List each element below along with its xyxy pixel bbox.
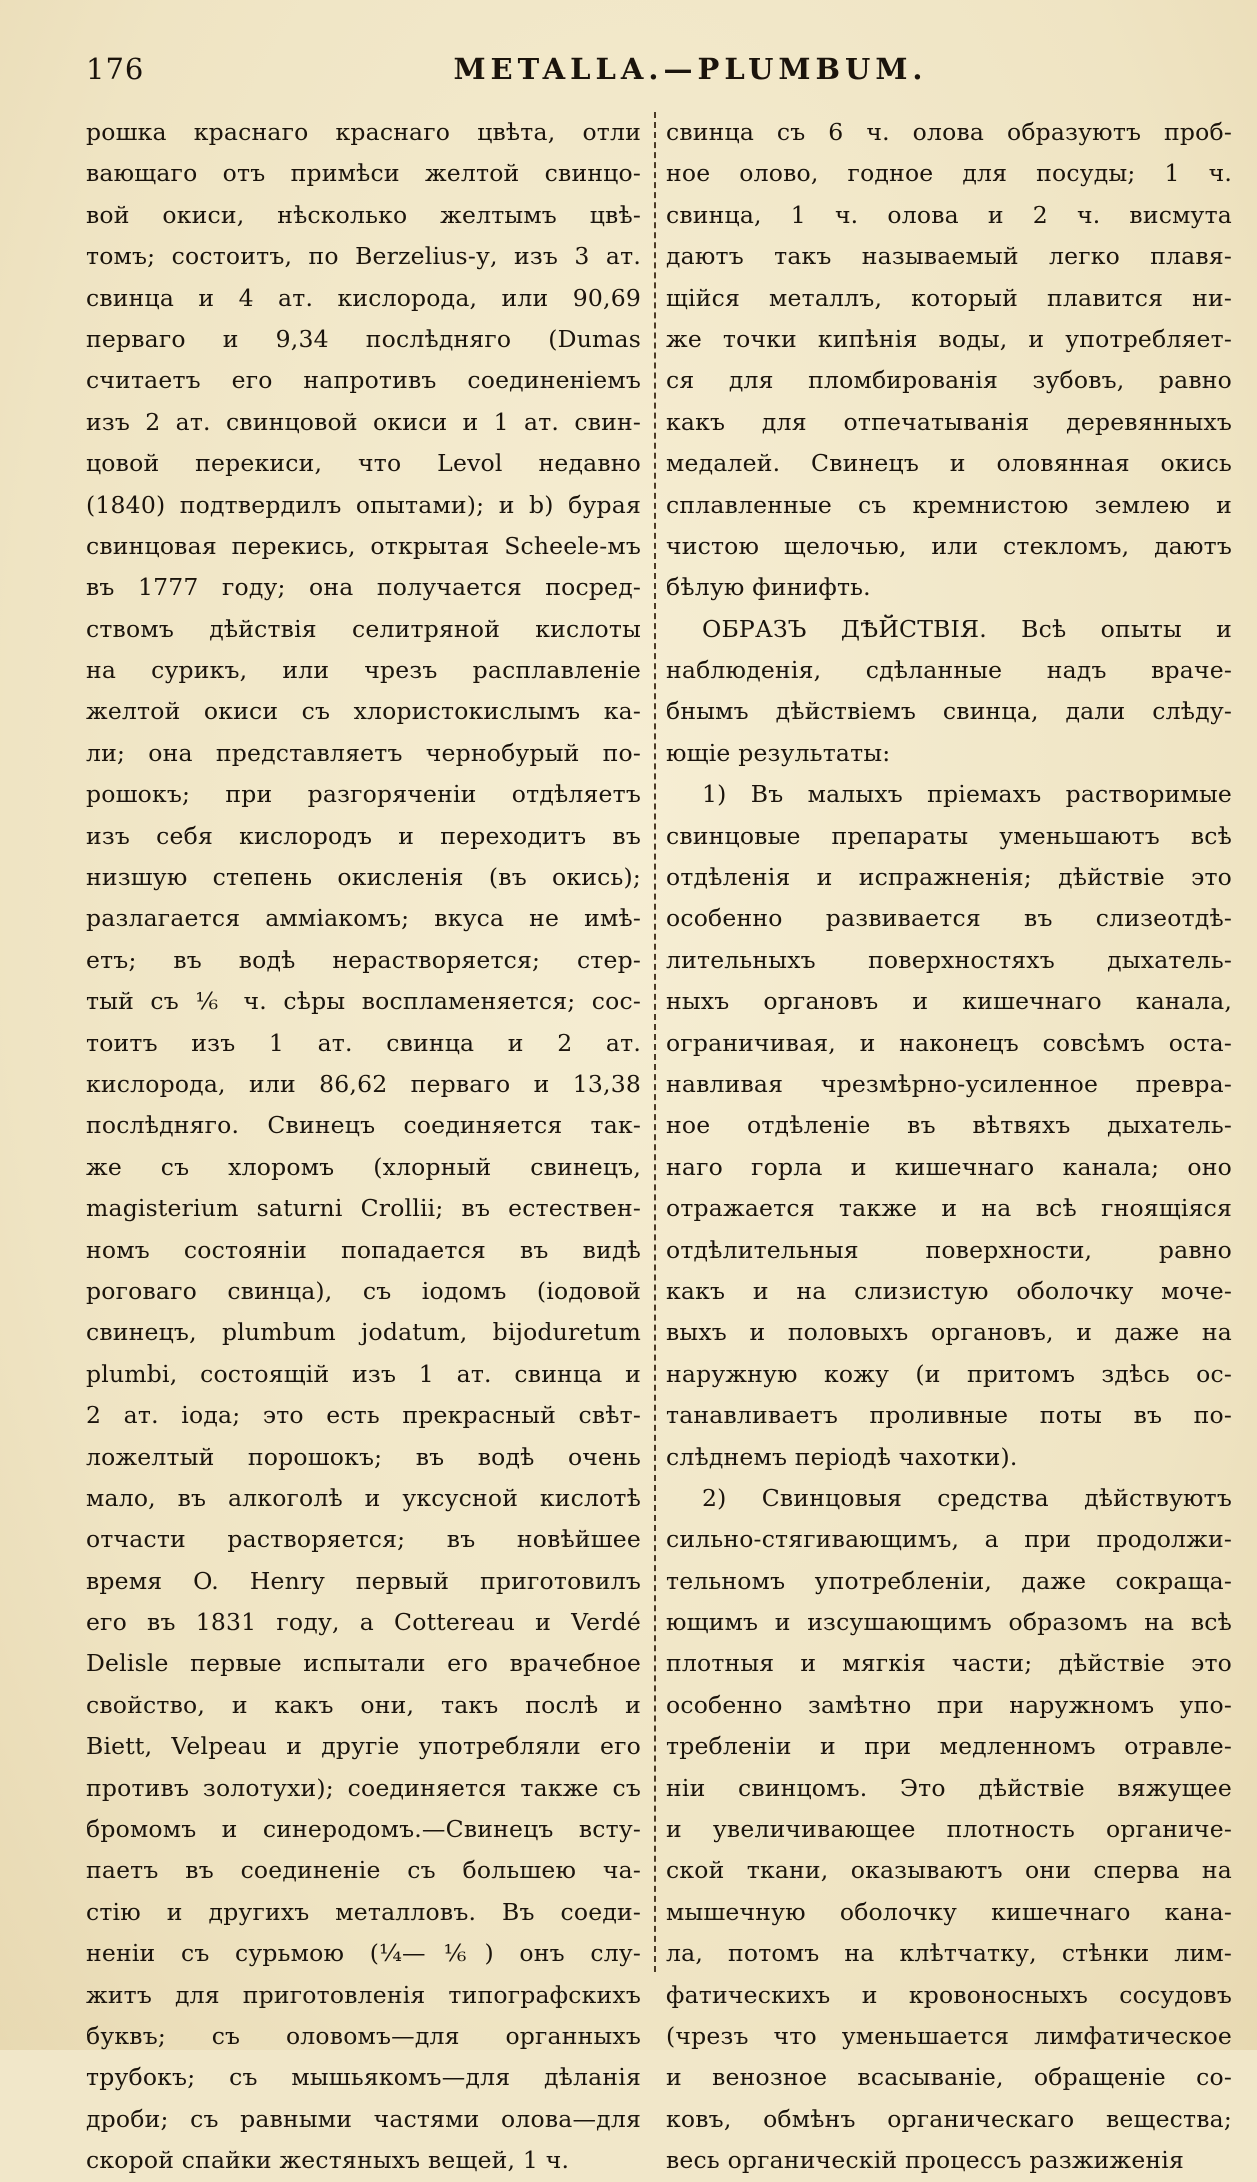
text-line: лительныхъ поверхностяхъ дыхатель- bbox=[666, 945, 1232, 974]
text-line: роговаго свинца), съ iодомъ (iодовой bbox=[86, 1276, 641, 1305]
text-line: бнымъ дѣйствіемъ свинца, дали слѣду- bbox=[666, 697, 1232, 726]
text-line: особенно замѣтно при наружномъ упо- bbox=[666, 1690, 1232, 1719]
text-line: plumbi, состоящій изъ 1 ат. свинца и bbox=[86, 1359, 641, 1388]
text-line: ное отдѣленіе въ вѣтвяхъ дыхатель- bbox=[666, 1111, 1232, 1140]
text-line: 2) Свинцовыя средства дѣйствуютъ bbox=[702, 1483, 1232, 1512]
text-line: ла, потомъ на клѣтчатку, стѣнки лим- bbox=[666, 1939, 1232, 1968]
text-line: низшую степень окисленія (въ окись); bbox=[86, 863, 641, 892]
text-line: мышечную оболочку кишечнаго кана- bbox=[666, 1897, 1232, 1926]
text-line: наружную кожу (и притомъ здѣсь ос- bbox=[666, 1359, 1232, 1388]
text-line: навливая чрезмѣрно-усиленное превра- bbox=[666, 1069, 1232, 1098]
text-line: ныхъ органовъ и кишечнаго канала, bbox=[666, 987, 1232, 1016]
page-number: 176 bbox=[86, 52, 145, 86]
right-column bbox=[666, 112, 1232, 2182]
text-line: стію и другихъ металловъ. Въ соеди- bbox=[86, 1897, 641, 1926]
text-line: разлагается аммiакомъ; вкуса не имѣ- bbox=[86, 904, 641, 933]
text-line: номъ состояніи попадается въ видѣ bbox=[86, 1235, 641, 1264]
text-line: житъ для приготовленія типографскихъ bbox=[86, 1980, 641, 2009]
text-line: изъ себя кислородъ и переходитъ въ bbox=[86, 821, 641, 850]
text-line: дроби; съ равными частями олова—для bbox=[86, 2104, 641, 2133]
text-line: цовой перекиси, что Levol недавно bbox=[86, 449, 641, 478]
text-line: его въ 1831 году, а Cottereau и Verdé bbox=[86, 1608, 641, 1637]
text-line: (1840) подтвердилъ опытами); и b) бурая bbox=[86, 490, 641, 519]
text-line: свинцовые препараты уменьшаютъ всѣ bbox=[666, 821, 1232, 850]
text-line: ствомъ дѣйствія селитряной кислоты bbox=[86, 614, 641, 643]
text-line: ограничивая, и наконецъ совсѣмъ оста- bbox=[666, 1028, 1232, 1057]
text-line: послѣдняго. Свинецъ соединяется так- bbox=[86, 1111, 641, 1140]
text-line: мало, въ алкоголѣ и уксусной кислотѣ bbox=[86, 1483, 641, 1512]
text-line: особенно развивается въ слизеотдѣ- bbox=[666, 904, 1232, 933]
text-line: ОБРАЗЪ ДѢЙСТВІЯ. Всѣ опыты и bbox=[702, 614, 1232, 643]
text-line: свинцовая перекись, открытая Scheele-мъ bbox=[86, 531, 641, 560]
text-line: вой окиси, нѣсколько желтымъ цвѣ- bbox=[86, 200, 641, 229]
text-line: (чрезъ что уменьшается лимфатическое bbox=[666, 2021, 1232, 2050]
text-line: даютъ такъ называемый легко плавя- bbox=[666, 242, 1232, 271]
text-line: на сурикъ, или чрезъ расплавленіе bbox=[86, 656, 641, 685]
text-line: же съ хлоромъ (хлорный свинецъ, bbox=[86, 1152, 641, 1181]
text-line: весь органическій процессъ разжиженія bbox=[666, 2146, 1185, 2175]
column-divider bbox=[654, 112, 656, 1972]
text-line: неніи съ сурьмою (¼—⅙) онъ слу- bbox=[86, 1939, 641, 1968]
text-line: бромомъ и синеродомъ.—Свинецъ всту- bbox=[86, 1815, 641, 1844]
text-line: какъ и на слизистую оболочку моче- bbox=[666, 1276, 1232, 1305]
text-line: какъ для отпечатыванія деревянныхъ bbox=[666, 407, 1232, 436]
text-line: щійся металлъ, который плавится ни- bbox=[666, 283, 1232, 312]
text-line: рошка краснаго краснаго цвѣта, отли bbox=[86, 118, 641, 146]
text-line: ской ткани, оказываютъ они сперва на bbox=[666, 1856, 1232, 1885]
text-line: magisterium saturni Crollii; въ естествен- bbox=[86, 1194, 641, 1223]
running-head: METALLA.—PLUMBUM. bbox=[453, 52, 928, 86]
text-line: свойство, и какъ они, такъ послѣ и bbox=[86, 1690, 641, 1719]
text-line: ложелтый порошокъ; въ водѣ очень bbox=[86, 1442, 641, 1471]
text-line: отчасти растворяется; въ новѣйшее bbox=[86, 1525, 641, 1554]
text-line: свинецъ, plumbum jodatum, bijoduretum bbox=[86, 1318, 641, 1347]
text-line: ніи свинцомъ. Это дѣйствіе вяжущее bbox=[666, 1773, 1232, 1802]
text-line: желтой окиси съ хлористокислымъ ка- bbox=[86, 697, 641, 726]
text-line: и венозное всасываніе, обращеніе со- bbox=[666, 2063, 1232, 2092]
text-line: вающаго отъ примѣси желтой свинцо- bbox=[86, 159, 641, 188]
text-line: тый съ ⅙ ч. сѣры воспламеняется; сос- bbox=[86, 987, 641, 1016]
text-line: требленіи и при медленномъ отравле- bbox=[666, 1732, 1232, 1761]
text-line: томъ; состоитъ, по Berzelius-у, изъ 3 ат. bbox=[86, 242, 641, 271]
text-line: ковъ, обмѣнъ органическаго вещества; bbox=[666, 2104, 1232, 2133]
text-line: медалей. Свинецъ и оловянная окись bbox=[666, 449, 1232, 478]
text-line: же точки кипѣнія воды, и употребляет- bbox=[666, 324, 1232, 353]
text-line: плотныя и мягкія части; дѣйствіе это bbox=[666, 1649, 1232, 1678]
text-line: фатическихъ и кровоносныхъ сосудовъ bbox=[666, 1980, 1232, 2009]
text-line: изъ 2 ат. свинцовой окиси и 1 ат. свин- bbox=[86, 407, 641, 436]
text-line: свинца и 4 ат. кислорода, или 90,69 bbox=[86, 283, 641, 312]
text-line: время O. Henry первый приготовилъ bbox=[86, 1566, 641, 1595]
text-line: Delisle первые испытали его врачебное bbox=[86, 1649, 641, 1678]
text-line: отражается также и на всѣ гноящіяся bbox=[666, 1194, 1232, 1223]
text-line: ное олово, годное для посуды; 1 ч. bbox=[666, 159, 1232, 188]
text-line: Biett, Velpeau и другіе употребляли его bbox=[86, 1732, 641, 1761]
text-line: и увеличивающее плотность органиче- bbox=[666, 1815, 1232, 1844]
text-line: рошокъ; при разгоряченіи отдѣляетъ bbox=[86, 780, 641, 809]
text-line: сплавленные съ кремнистою землею и bbox=[666, 490, 1232, 519]
text-line: отдѣленія и испражненія; дѣйствіе это bbox=[666, 863, 1232, 892]
text-line: отдѣлительныя поверхности, равно bbox=[666, 1235, 1232, 1264]
text-line: етъ; въ водѣ нерастворяется; стер- bbox=[86, 945, 641, 974]
text-line: противъ золотухи); соединяется также съ bbox=[86, 1773, 641, 1802]
text-line: буквъ; съ оловомъ—для органныхъ bbox=[86, 2021, 641, 2050]
text-line: сильно-стягивающимъ, а при продолжи- bbox=[666, 1525, 1232, 1554]
text-line: 2 ат. iода; это есть прекрасный свѣт- bbox=[86, 1401, 641, 1430]
text-line: кислорода, или 86,62 перваго и 13,38 bbox=[86, 1069, 641, 1098]
text-line: трубокъ; съ мышьякомъ—для дѣланія bbox=[86, 2063, 641, 2092]
text-line: ли; она представляетъ чернобурый по- bbox=[86, 738, 641, 767]
text-line: ющимъ и изсушающимъ образомъ на всѣ bbox=[666, 1608, 1232, 1637]
page-header bbox=[86, 46, 1235, 98]
text-line: считаетъ его напротивъ соединеніемъ bbox=[86, 366, 641, 395]
text-line: слѣднемъ періодѣ чахотки). bbox=[666, 1442, 1018, 1471]
text-line: перваго и 9,34 послѣдняго (Dumas bbox=[86, 324, 641, 353]
left-column bbox=[86, 112, 641, 2182]
text-line: свинца съ 6 ч. олова образуютъ проб- bbox=[666, 118, 1232, 146]
text-line: скорой спайки жестяныхъ вещей, 1 ч. bbox=[86, 2146, 570, 2175]
text-line: тоитъ изъ 1 ат. свинца и 2 ат. bbox=[86, 1028, 641, 1057]
text-line: танавливаетъ проливные поты въ по- bbox=[666, 1401, 1232, 1430]
text-line: наго горла и кишечнаго канала; оно bbox=[666, 1152, 1232, 1181]
text-line: въ 1777 году; она получается посред- bbox=[86, 573, 641, 602]
text-line: паетъ въ соединеніе съ большею ча- bbox=[86, 1856, 641, 1885]
text-line: тельномъ употребленіи, даже сокраща- bbox=[666, 1566, 1232, 1595]
text-line: выхъ и половыхъ органовъ, и даже на bbox=[666, 1318, 1232, 1347]
text-line: наблюденія, сдѣланные надъ враче- bbox=[666, 656, 1232, 685]
text-line: чистою щелочью, или стекломъ, даютъ bbox=[666, 531, 1232, 560]
text-line: бѣлую финифть. bbox=[666, 573, 871, 602]
text-line: ся для пломбированія зубовъ, равно bbox=[666, 366, 1232, 395]
text-line: свинца, 1 ч. олова и 2 ч. висмута bbox=[666, 200, 1232, 229]
text-line: ющіе результаты: bbox=[666, 738, 891, 767]
text-line: 1) Въ малыхъ пріемахъ растворимые bbox=[702, 780, 1232, 809]
